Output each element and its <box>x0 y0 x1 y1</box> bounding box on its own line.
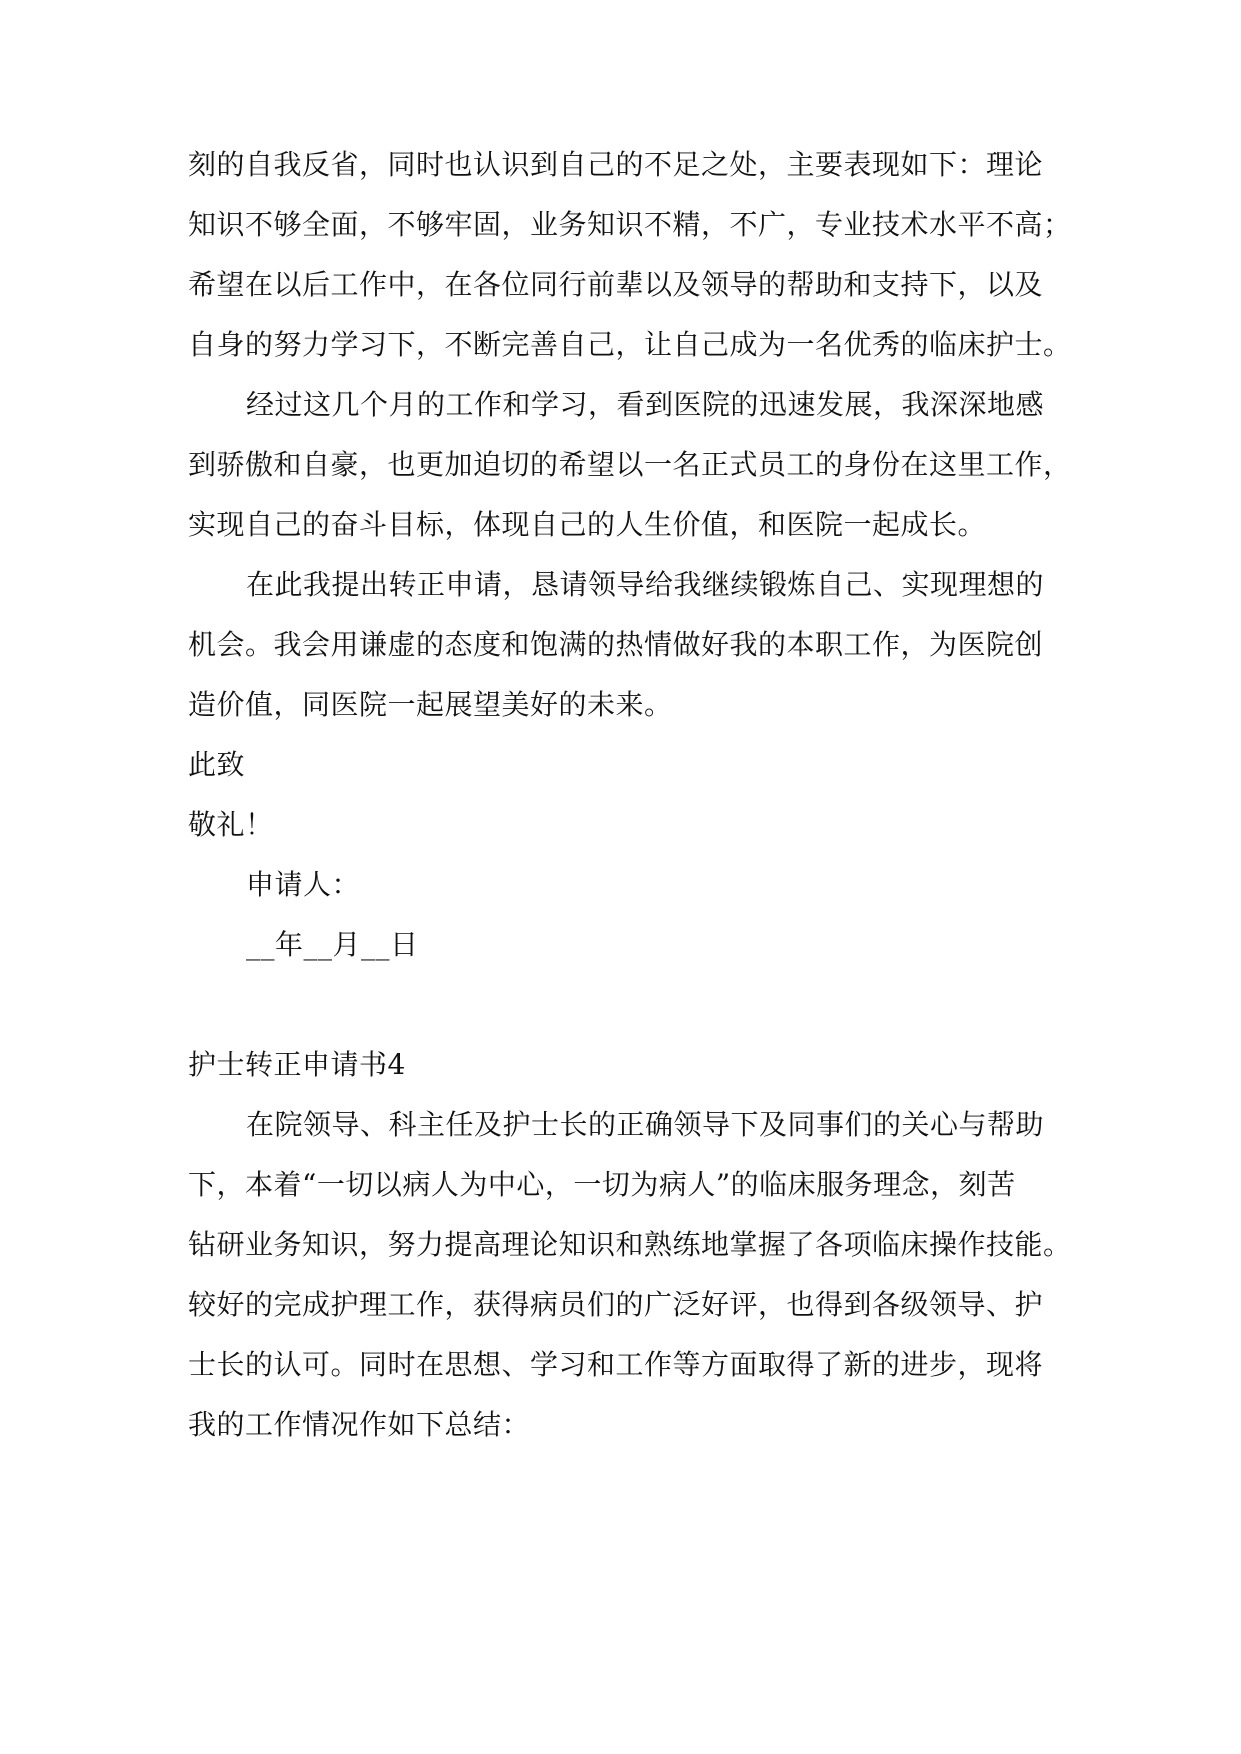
para4-line-1: 在院领导、科主任及护士长的正确领导下及同事们的关心与帮助 <box>246 1108 1045 1141</box>
closing-regards: 敬礼！ <box>188 808 274 841</box>
para4-line-5: 士长的认可。同时在思想、学习和工作等方面取得了新的进步，现将 <box>188 1348 1044 1381</box>
section-title: 护士转正申请书4 <box>188 1048 406 1081</box>
para1-line-4: 自身的努力学习下，不断完善自己，让自己成为一名优秀的临床护士。 <box>188 328 1072 361</box>
para3-line-3: 造价值，同医院一起展望美好的未来。 <box>188 688 673 721</box>
para1-line-3: 希望在以后工作中，在各位同行前辈以及领导的帮助和支持下，以及 <box>188 268 1044 301</box>
para3-line-1: 在此我提出转正申请，恳请领导给我继续锻炼自己、实现理想的 <box>246 568 1045 601</box>
para2-line-2: 到骄傲和自豪，也更加迫切的希望以一名正式员工的身份在这里工作， <box>188 448 1072 481</box>
para4-line-3: 钻研业务知识，努力提高理论知识和熟练地掌握了各项临床操作技能。 <box>188 1228 1072 1261</box>
closing-salutation: 此致 <box>188 748 246 781</box>
para4-line-6: 我的工作情况作如下总结： <box>188 1408 531 1441</box>
para1-line-1: 刻的自我反省，同时也认识到自己的不足之处，主要表现如下：理论 <box>188 148 1044 181</box>
para1-line-2: 知识不够全面，不够牢固，业务知识不精，不广，专业技术水平不高； <box>188 208 1072 241</box>
applicant-label: 申请人： <box>246 868 361 901</box>
para2-line-3: 实现自己的奋斗目标，体现自己的人生价值，和医院一起成长。 <box>188 508 987 541</box>
date-line: __年__月__日 <box>246 928 419 961</box>
para2-line-1: 经过这几个月的工作和学习，看到医院的迅速发展，我深深地感 <box>246 388 1045 421</box>
para4-line-4: 较好的完成护理工作，获得病员们的广泛好评，也得到各级领导、护 <box>188 1288 1044 1321</box>
para4-line-2: 下，本着“一切以病人为中心，一切为病人”的临床服务理念，刻苦 <box>188 1168 1016 1201</box>
para3-line-2: 机会。我会用谦虚的态度和饱满的热情做好我的本职工作，为医院创 <box>188 628 1044 661</box>
